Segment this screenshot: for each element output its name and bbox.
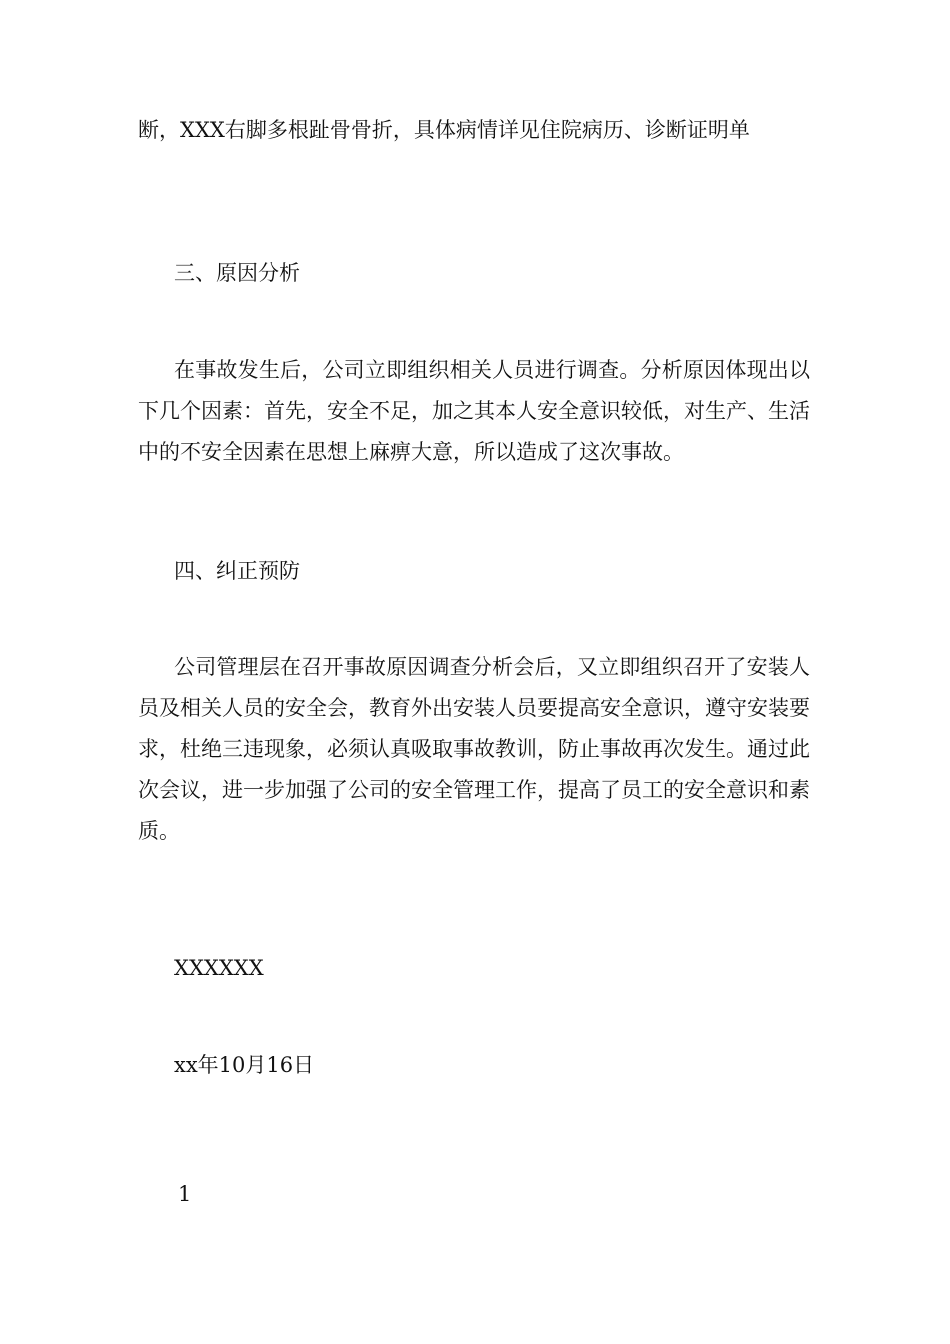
continued-text-line: 断，XXX右脚多根趾骨骨折，具体病情详见住院病历、诊断证明单 bbox=[138, 118, 750, 142]
section-heading-cause-analysis: 三、原因分析 bbox=[174, 261, 300, 285]
signature-text: XXXXXX bbox=[174, 956, 264, 980]
section-heading-corrective-prevention: 四、纠正预防 bbox=[174, 559, 300, 583]
cause-analysis-paragraph: 在事故发生后，公司立即组织相关人员进行调查。分析原因体现出以下几个因素：首先，安全不足，加之其本人安全意识较低，对生产、生活中的不安全因素在思想上麻痹大意，所以造成了这次事故。 bbox=[138, 358, 810, 464]
page-number: 1 bbox=[178, 1182, 192, 1206]
document-date: xx年10月16日 bbox=[174, 1053, 315, 1077]
corrective-prevention-paragraph: 公司管理层在召开事故原因调查分析会后，又立即组织召开了安装人员及相关人员的安全会，教育外出安装人员要提高安全意识，遵守安装要求，杜绝三违现象，必须认真吸取事故教训，防止事故再次发生。通过此次会议，进一步加强了公司的安全管理工作，提高了员工的安全意识和素质。 bbox=[138, 655, 810, 843]
